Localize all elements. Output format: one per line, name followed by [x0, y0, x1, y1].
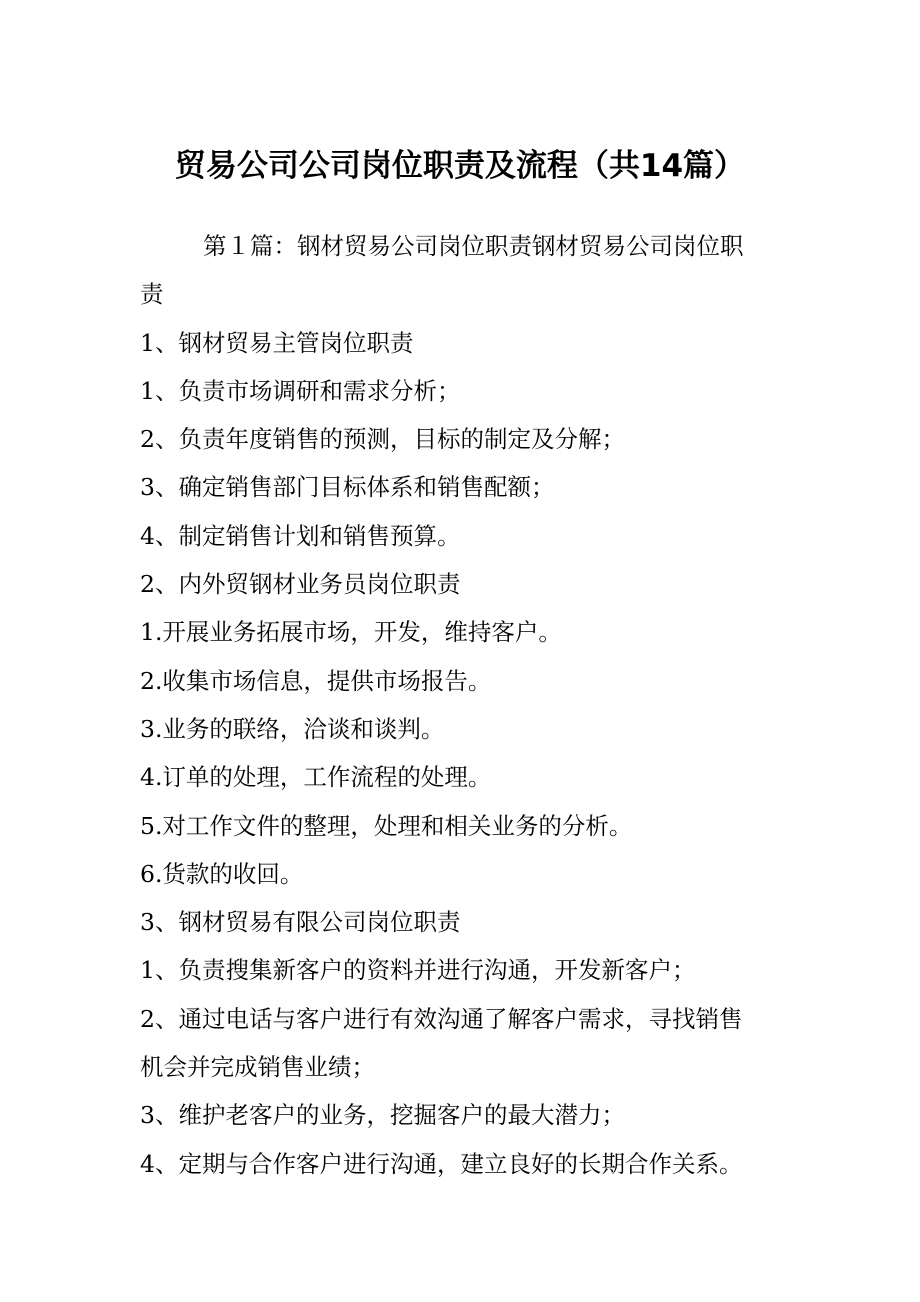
- section-heading: 1、钢材贸易主管岗位职责: [140, 328, 414, 357]
- list-item: 3、确定销售部门目标体系和销售配额；: [140, 473, 555, 502]
- list-item: 4、制定销售计划和销售预算。: [140, 521, 461, 550]
- list-item: 4.订单的处理，工作流程的处理。: [140, 763, 492, 792]
- document-body: [140, 222, 790, 1188]
- paragraph-line: 第１篇：钢材贸易公司岗位职责钢材贸易公司岗位职: [203, 232, 744, 260]
- list-item: 1、负责市场调研和需求分析；: [140, 376, 461, 405]
- paragraph-line: 责: [140, 280, 164, 309]
- list-item-continuation: 机会并完成销售业绩；: [140, 1053, 375, 1082]
- list-item: 2、负责年度销售的预测，目标的制定及分解；: [140, 425, 625, 454]
- list-item: 3、维护老客户的业务，挖掘客户的最大潜力；: [140, 1101, 625, 1130]
- list-item: 4、定期与合作客户进行沟通，建立良好的长期合作关系。: [140, 1149, 743, 1178]
- list-item: 3.业务的联络，洽谈和谈判。: [140, 714, 445, 743]
- list-item: 6.货款的收回。: [140, 859, 304, 888]
- list-item: 1.开展业务拓展市场，开发，维持客户。: [140, 618, 562, 647]
- list-item: 5.对工作文件的整理，处理和相关业务的分析。: [140, 811, 633, 840]
- list-item: 2.收集市场信息，提供市场报告。: [140, 666, 492, 695]
- section-heading: 3、钢材贸易有限公司岗位职责: [140, 908, 461, 937]
- section-heading: 2、内外贸钢材业务员岗位职责: [140, 570, 461, 599]
- document-title: 贸易公司公司岗位职责及流程（共14篇）: [174, 148, 746, 184]
- list-item: 1、负责搜集新客户的资料并进行沟通，开发新客户；: [140, 956, 696, 985]
- list-item: 2、通过电话与客户进行有效沟通了解客户需求，寻找销售: [140, 1004, 743, 1033]
